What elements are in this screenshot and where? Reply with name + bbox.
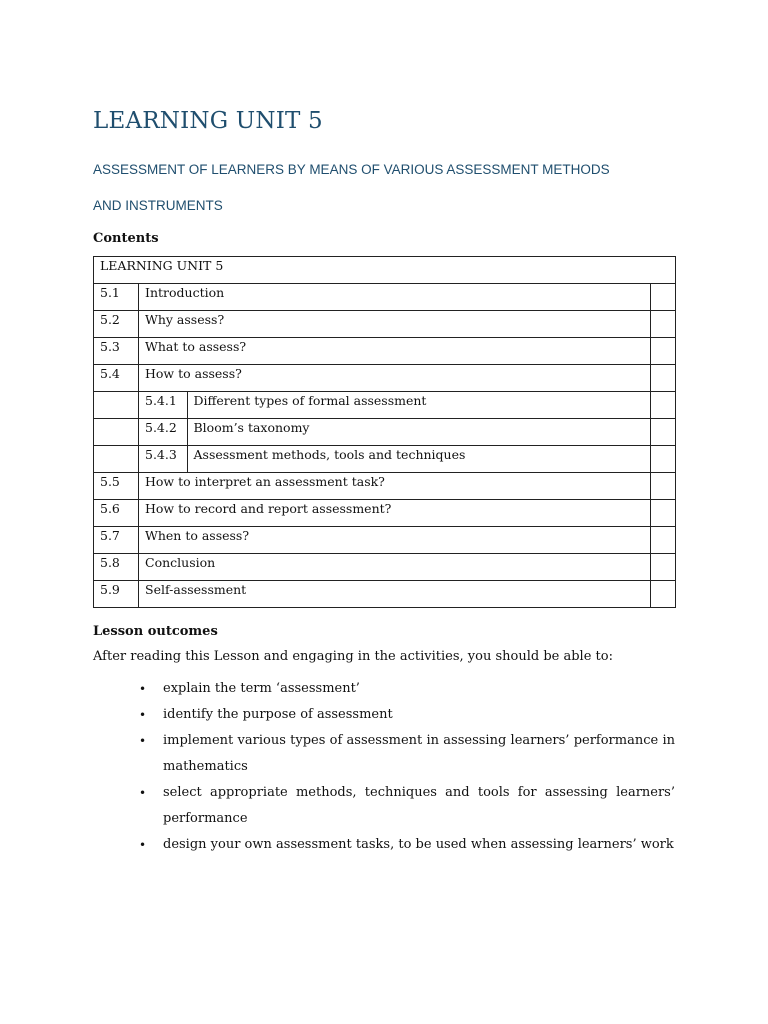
table-row	[94, 257, 676, 284]
table-row	[94, 446, 676, 473]
toc-page-cell	[651, 554, 676, 581]
outcome-text: identify the purpose of assessment	[163, 707, 393, 722]
outcomes-intro: After reading this Lesson and engaging in the activities, you should be able to:	[93, 649, 613, 664]
toc-label: Why assess?	[139, 311, 651, 338]
list-item	[93, 780, 675, 832]
table-row	[94, 554, 676, 581]
bullet-icon: •	[139, 838, 147, 852]
toc-number: 5.6	[94, 500, 139, 527]
toc-subsection-cell	[139, 392, 651, 419]
toc-page-cell	[651, 338, 676, 365]
toc-page-cell	[651, 446, 676, 473]
toc-subnumber: 5.4.1	[139, 392, 187, 418]
subtitle-line-2: AND INSTRUMENTS	[93, 198, 223, 213]
toc-number: 5.7	[94, 527, 139, 554]
table-row	[94, 581, 676, 608]
table-row	[94, 392, 676, 419]
page-title: LEARNING UNIT 5	[93, 108, 323, 134]
table-row	[94, 311, 676, 338]
outcomes-heading: Lesson outcomes	[93, 624, 218, 639]
outcomes-list	[93, 676, 675, 858]
outcome-text: select appropriate methods, techniques and tools for assessing learners’ performance	[163, 785, 675, 826]
toc-number: 5.5	[94, 473, 139, 500]
outcome-text: explain the term ‘assessment’	[163, 681, 360, 696]
toc-number: 5.1	[94, 284, 139, 311]
list-item	[93, 702, 675, 728]
table-row	[94, 338, 676, 365]
toc-page-cell	[651, 365, 676, 392]
outcome-text: design your own assessment tasks, to be used when assessing learners’ work	[163, 837, 674, 852]
toc-subsection-cell	[139, 419, 651, 446]
table-row	[94, 284, 676, 311]
table-row	[94, 527, 676, 554]
table-row	[94, 365, 676, 392]
toc-page-cell	[651, 392, 676, 419]
toc-subsection-cell	[139, 446, 651, 473]
toc-label: How to interpret an assessment task?	[139, 473, 651, 500]
bullet-icon: •	[139, 734, 147, 748]
toc-sublabel: Assessment methods, tools and techniques	[193, 447, 466, 462]
toc-page-cell	[651, 419, 676, 446]
toc-number: 5.9	[94, 581, 139, 608]
toc-label: Introduction	[139, 284, 651, 311]
bullet-icon: •	[139, 682, 147, 696]
toc-sublabel: Bloom’s taxonomy	[193, 420, 310, 435]
list-item	[93, 676, 675, 702]
toc-subnumber: 5.4.3	[139, 446, 187, 472]
toc-page-cell	[651, 527, 676, 554]
list-item	[93, 832, 675, 858]
toc-header-cell: LEARNING UNIT 5	[94, 257, 676, 284]
toc-page-cell	[651, 473, 676, 500]
toc-page-cell	[651, 311, 676, 338]
toc-page-cell	[651, 500, 676, 527]
toc-label: How to assess?	[139, 365, 651, 392]
bullet-icon: •	[139, 786, 147, 800]
contents-table	[93, 256, 676, 608]
contents-heading: Contents	[93, 231, 159, 246]
toc-subnumber: 5.4.2	[139, 419, 187, 445]
toc-number: 5.4	[94, 365, 139, 392]
table-row	[94, 500, 676, 527]
bullet-icon: •	[139, 708, 147, 722]
toc-number-empty	[94, 419, 139, 446]
toc-label: When to assess?	[139, 527, 651, 554]
toc-label: Conclusion	[139, 554, 651, 581]
list-item	[93, 728, 675, 780]
toc-number-empty	[94, 392, 139, 419]
outcome-text: implement various types of assessment in assessing learners’ performance in mathematics	[163, 733, 675, 774]
toc-sublabel: Different types of formal assessment	[193, 393, 427, 408]
toc-number: 5.8	[94, 554, 139, 581]
toc-page-cell	[651, 581, 676, 608]
table-row	[94, 473, 676, 500]
toc-number-empty	[94, 446, 139, 473]
toc-page-cell	[651, 284, 676, 311]
subtitle-line-1: ASSESSMENT OF LEARNERS BY MEANS OF VARIOUS ASSESSMENT METHODS	[93, 162, 610, 177]
toc-number: 5.2	[94, 311, 139, 338]
table-row	[94, 419, 676, 446]
toc-label: Self-assessment	[139, 581, 651, 608]
toc-label: What to assess?	[139, 338, 651, 365]
toc-label: How to record and report assessment?	[139, 500, 651, 527]
toc-number: 5.3	[94, 338, 139, 365]
